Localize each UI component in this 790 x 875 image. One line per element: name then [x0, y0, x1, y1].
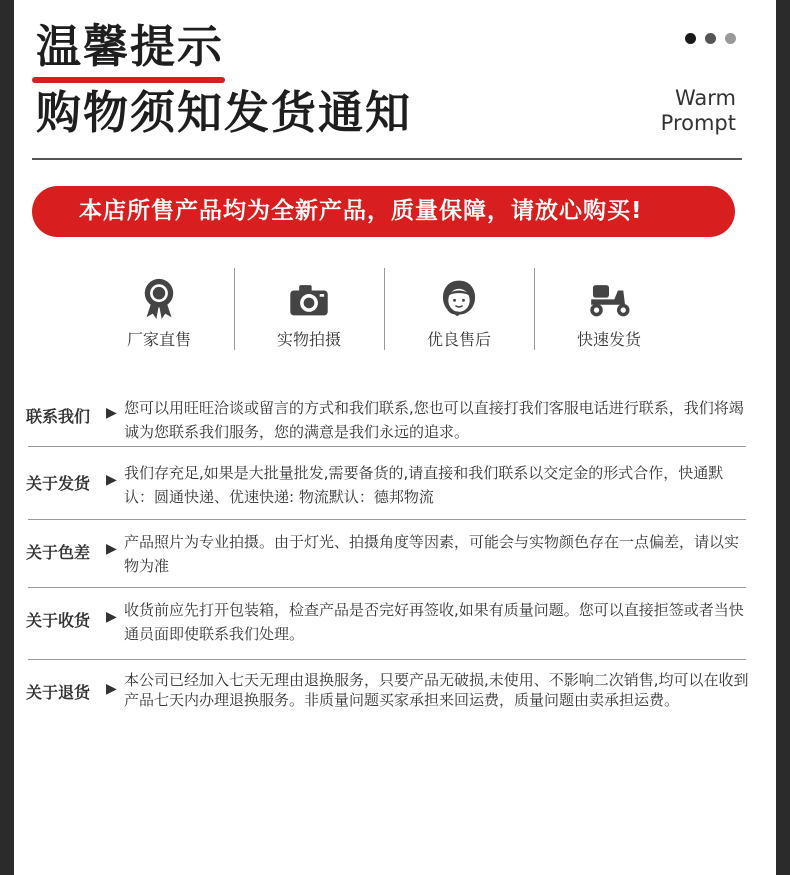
row-divider — [28, 519, 746, 520]
notice-label: 关于退货 — [26, 683, 91, 702]
notice-text: 您可以用旺旺洽谈或留言的方式和我们联系,您也可以直接打我们客服电话进行联系，我们将竭诚为您联系我们服务，您的满意是我们永远的追求。 — [124, 399, 744, 441]
feature-label: 实物拍摄 — [276, 330, 341, 349]
notice-text: 我们存充足,如果是大批量批发,需要备货的,请直接和我们联系以交定金的形式合作，快通默认：圆通快递、优速快递: 物流默认：德邦物流 — [124, 464, 724, 506]
notice-text: 收货前应先打开包装箱，检查产品是否完好再签收,如果有质量问题。您可以直接拒签或者当快通员面即使联系我们处理。 — [124, 601, 744, 643]
notice-label: 关于发货 — [26, 474, 91, 493]
notice-card — [14, 0, 776, 875]
feature-after-sales — [384, 268, 534, 350]
arrow-right-icon: ▶ — [106, 681, 117, 697]
title-underline — [32, 77, 225, 83]
row-divider — [28, 446, 746, 447]
title-shopping-notice: 购物须知发货通知 — [36, 86, 413, 139]
notice-text: 本公司已经加入七天无理由退换服务，只要产品无破损,未使用、不影响二次销售,均可以在收到产品七天内办理退换服务。非质量问题买家承担来回运费，质量问题由卖承担运费。 — [124, 671, 749, 709]
feature-row — [84, 268, 684, 350]
prompt-word: Prompt — [660, 111, 736, 135]
decorative-dots — [685, 33, 736, 44]
header-divider — [32, 158, 742, 160]
dot-3 — [725, 33, 736, 44]
notice-label: 联系我们 — [26, 407, 91, 426]
title-warm-tips: 温馨提示 — [36, 20, 225, 73]
dot-1 — [685, 33, 696, 44]
warm-word: Warm — [674, 86, 736, 110]
feature-real-photo — [234, 268, 384, 350]
feature-fast-delivery — [534, 268, 684, 350]
notice-label: 关于色差 — [26, 543, 91, 562]
notice-label: 关于收货 — [26, 611, 91, 630]
arrow-right-icon: ▶ — [106, 541, 117, 557]
arrow-right-icon: ▶ — [106, 609, 117, 625]
quality-banner: 本店所售产品均为全新产品，质量保障，请放心购买! — [32, 186, 735, 237]
feature-label: 优良售后 — [426, 330, 491, 349]
customer-service-icon — [436, 278, 482, 319]
row-divider — [28, 587, 746, 588]
dot-2 — [705, 33, 716, 44]
camera-icon — [284, 278, 334, 319]
row-divider — [28, 659, 746, 660]
arrow-right-icon: ▶ — [106, 472, 117, 488]
notice-text: 产品照片为专业拍摄。由于灯光、拍摄角度等因素，可能会与实物颜色存在一点偏差，请以实物为准 — [124, 533, 740, 575]
scooter-icon — [583, 278, 635, 319]
warm-prompt-label — [661, 86, 736, 136]
feature-label: 厂家直售 — [126, 330, 191, 349]
award-ribbon-icon — [139, 278, 179, 319]
arrow-right-icon: ▶ — [106, 405, 117, 421]
feature-label: 快速发货 — [576, 330, 641, 349]
feature-factory-direct — [84, 268, 234, 350]
